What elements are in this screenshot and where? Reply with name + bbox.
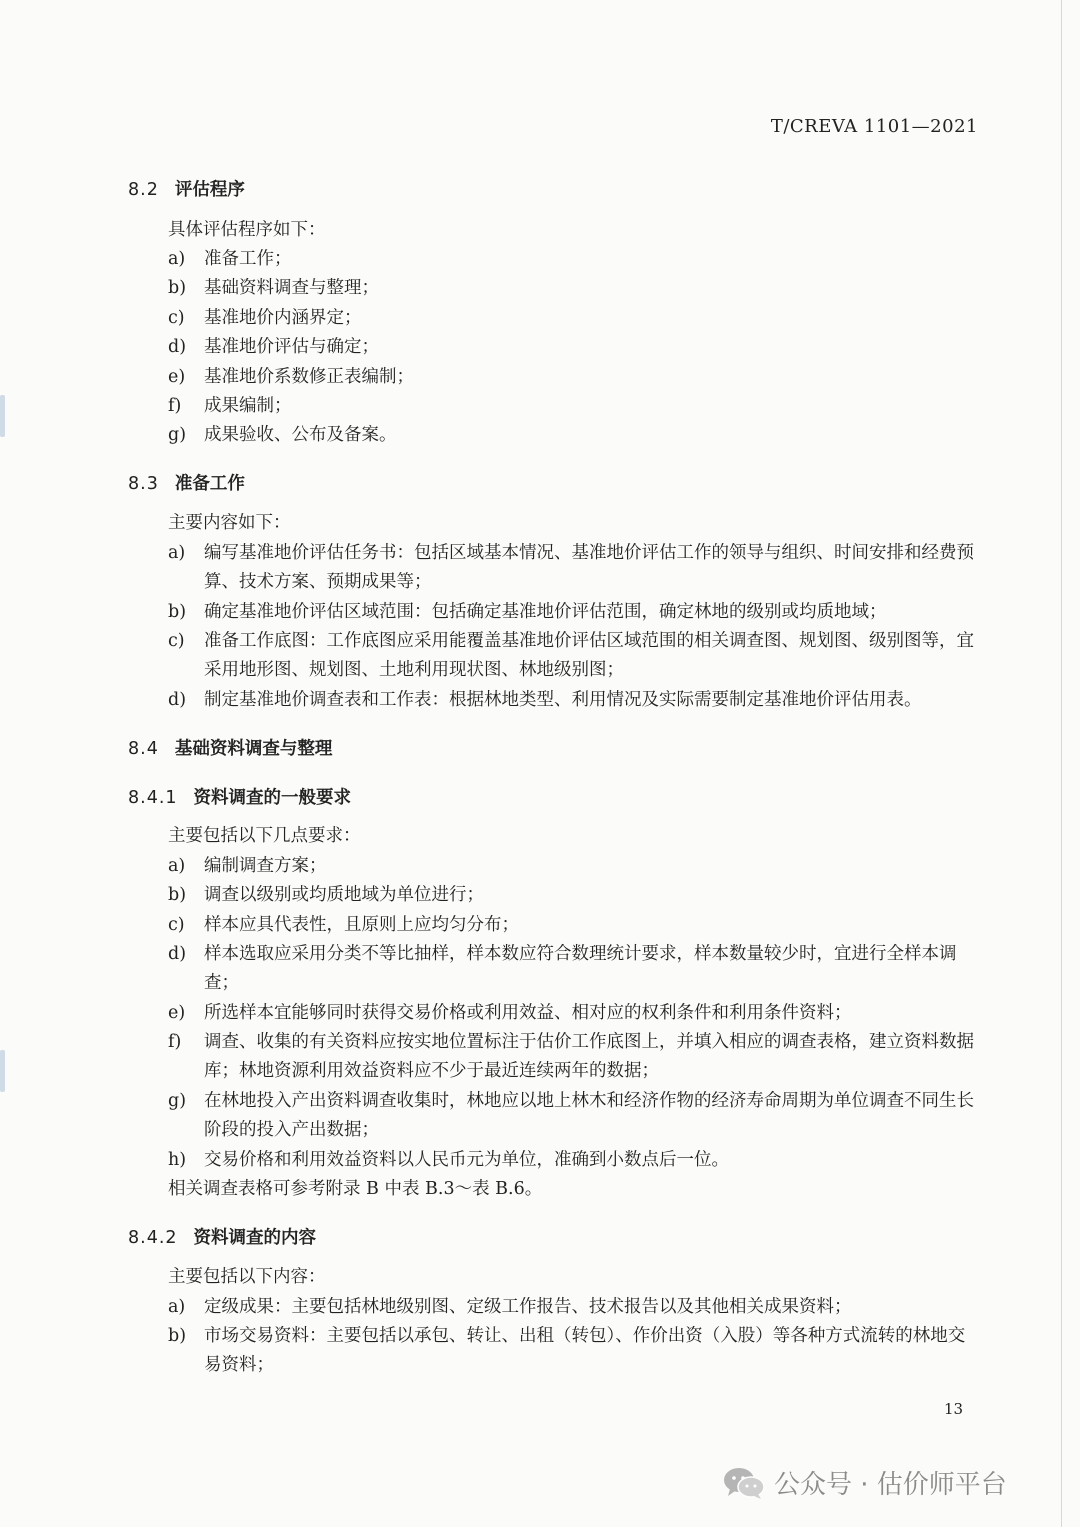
section-title: 评估程序 [174,180,245,200]
section-number: 8.4.1 [128,788,178,808]
list-item [168,333,980,362]
list-item [168,940,980,998]
list-item [168,1293,980,1322]
item-text: 确定基准地价评估区域范围：包括确定基准地价评估范围，确定林地的级别或均质地域； [204,602,887,622]
section-heading-8-4-2 [128,1224,316,1249]
item-label: a) [168,856,186,876]
list-item [168,421,980,450]
note-text: 相关调查表格可参考附录 B 中表 B.3～表 B.6。 [168,1179,543,1199]
item-text: 所选样本宜能够同时获得交易价格或利用效益、相对应的权利条件和利用条件资料； [204,1003,852,1023]
item-text: 准备工作； [204,249,292,269]
item-label: e) [168,367,186,387]
standard-number: T/CREVA 1101—2021 [770,116,978,137]
binding-mark [0,395,5,437]
section-title: 资料调查的内容 [193,1228,317,1248]
list-item [168,392,980,421]
item-label: c) [168,915,185,935]
section-title: 准备工作 [174,474,245,494]
intro-text: 具体评估程序如下： [168,220,326,240]
item-text: 交易价格和利用效益资料以人民币元为单位，准确到小数点后一位。 [204,1150,729,1170]
item-text: 定级成果：主要包括林地级别图、定级工作报告、技术报告以及其他相关成果资料； [204,1297,852,1317]
item-text: 准备工作底图：工作底图应采用能覆盖基准地价评估区域范围的相关调查图、规划图、级别图等，宜采用地形图、规划图、土地利用现状图、林地级别图； [204,631,974,680]
section-title: 基础资料调查与整理 [174,739,333,759]
list-item [168,274,980,303]
section-number: 8.2 [128,180,159,200]
item-text: 基准地价内涵界定； [204,308,362,328]
item-text: 样本选取应采用分类不等比抽样，样本数应符合数理统计要求，样本数量较少时，宜进行全样本调查； [204,944,957,993]
list-item [168,881,980,910]
list-item [168,627,980,685]
item-label: g) [168,425,187,445]
item-label: d) [168,944,187,964]
item-label: f) [168,1032,182,1052]
list-item [168,1087,980,1145]
list-item [168,539,980,597]
page-edge [1061,0,1062,1527]
section-heading-8-2 [128,176,245,201]
item-text: 编制调查方案； [204,856,327,876]
item-text: 调查、收集的有关资料应按实地位置标注于估价工作底图上，并填入相应的调查表格，建立资料数据库；林地资源利用效益资料应不少于最近连续两年的数据； [204,1032,974,1081]
section-heading-8-4 [128,735,332,760]
list-item [168,911,980,940]
item-text: 编写基准地价评估任务书：包括区域基本情况、基准地价评估工作的领导与组织、时间安排和经费预算、技术方案、预期成果等； [204,543,974,592]
section-number: 8.4.2 [128,1228,178,1248]
intro-text: 主要内容如下： [168,513,291,533]
intro-text: 主要包括以下内容： [168,1267,326,1287]
item-text: 成果验收、公布及备案。 [204,425,397,445]
section-title: 资料调查的一般要求 [193,788,352,808]
item-label: a) [168,543,186,563]
item-label: a) [168,1297,186,1317]
list-item [168,999,980,1028]
list-item [168,363,980,392]
item-label: b) [168,885,187,905]
section-heading-8-4-1 [128,784,351,809]
item-text: 制定基准地价调查表和工作表：根据林地类型、利用情况及实际需要制定基准地价评估用表。 [204,690,922,710]
list-item [168,1322,980,1380]
list-item [168,852,980,881]
item-label: c) [168,308,185,328]
watermark-text: 公众号 · 估价师平台 [774,1470,1007,1500]
list-item [168,245,980,274]
item-text: 基准地价系数修正表编制； [204,367,414,387]
wechat-icon [722,1466,766,1500]
item-label: e) [168,1003,186,1023]
item-label: b) [168,278,187,298]
item-label: f) [168,396,182,416]
section-number: 8.3 [128,474,159,494]
watermark [722,1464,1007,1501]
list-item [168,598,980,627]
item-text: 样本应具代表性，且原则上应均匀分布； [204,915,519,935]
binding-mark [0,1050,5,1092]
item-label: c) [168,631,185,651]
item-text: 基础资料调查与整理； [204,278,379,298]
page-number: 13 [944,1400,964,1418]
section-number: 8.4 [128,739,159,759]
list-item [168,1146,980,1175]
item-text: 调查以级别或均质地域为单位进行； [204,885,484,905]
item-text: 市场交易资料：主要包括以承包、转让、出租（转包）、作价出资（入股）等各种方式流转的林地交易资料； [204,1326,966,1375]
item-text: 基准地价评估与确定； [204,337,379,357]
list-item [168,1028,980,1086]
item-text: 成果编制； [204,396,292,416]
section-heading-8-3 [128,470,245,495]
list-item [168,304,980,333]
list-item [168,686,980,715]
item-label: d) [168,337,187,357]
item-label: b) [168,602,187,622]
item-label: a) [168,249,186,269]
item-label: h) [168,1150,187,1170]
item-text: 在林地投入产出资料调查收集时，林地应以地上林木和经济作物的经济寿命周期为单位调查不同生长阶段的投入产出数据； [204,1091,974,1140]
item-label: g) [168,1091,187,1111]
intro-text: 主要包括以下几点要求： [168,826,361,846]
item-label: b) [168,1326,187,1346]
item-label: d) [168,690,187,710]
